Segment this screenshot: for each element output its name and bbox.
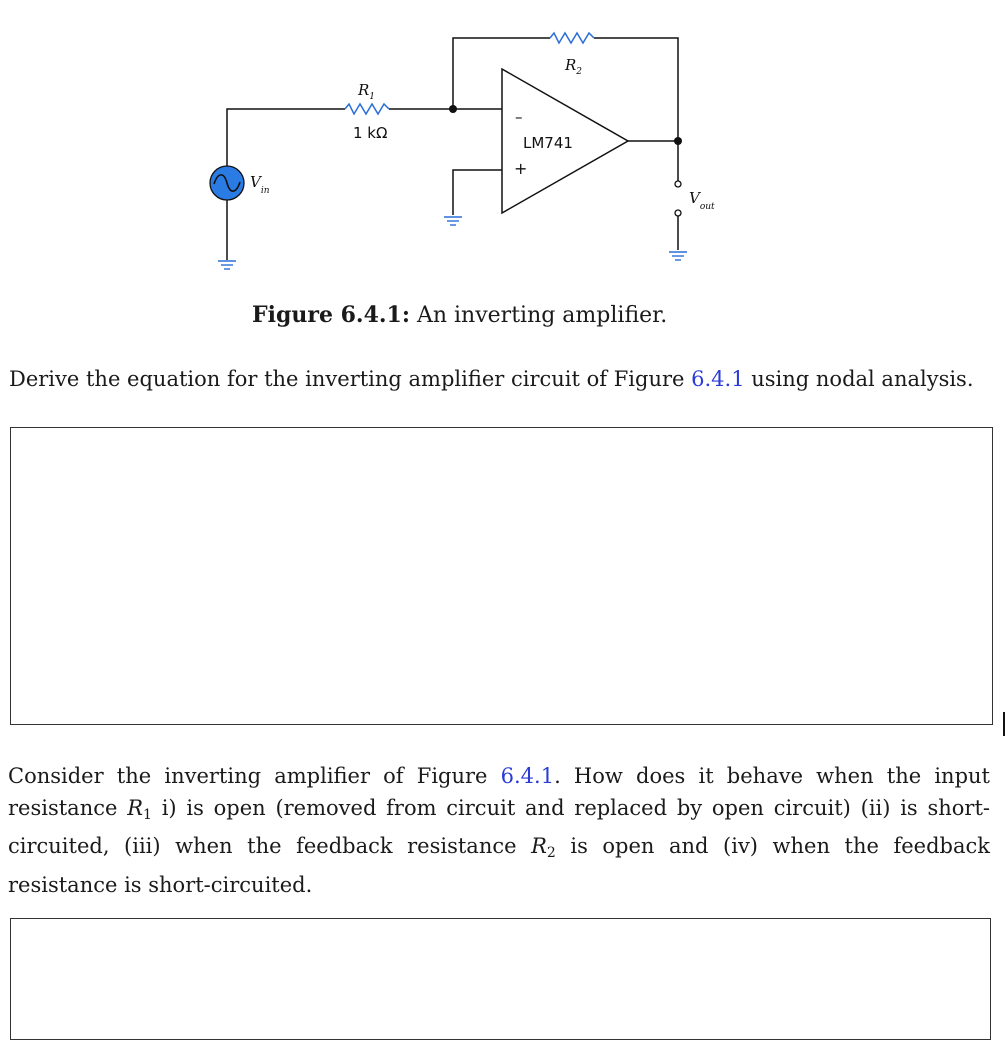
vout-sub: out — [699, 202, 715, 212]
output-terminal — [675, 210, 681, 216]
q2-text-4: is open and (iv) when the feedback resistance is short-circuited. — [8, 834, 990, 897]
r1-symbol-letter: R — [127, 795, 143, 820]
figure-caption — [252, 302, 667, 328]
junction-dot — [449, 105, 457, 113]
ground-icon — [444, 217, 462, 225]
question-2 — [8, 761, 990, 901]
figure-ref-link[interactable]: 6.4.1 — [691, 367, 745, 391]
r2-symbol-sub: 2 — [546, 845, 556, 861]
input-wire — [227, 109, 345, 166]
svg-text:Vout — [689, 189, 715, 212]
junction-dot — [674, 137, 682, 145]
r1-value: 1 kΩ — [353, 124, 388, 142]
question-1 — [9, 364, 974, 396]
output-terminal — [675, 181, 681, 187]
inverting-input-sign: – — [515, 108, 523, 126]
r1-label: R — [358, 81, 370, 99]
svg-text:R2 — [564, 56, 582, 77]
ground-icon — [218, 261, 236, 269]
answer-box-1[interactable] — [10, 427, 993, 725]
r2-label: R — [565, 56, 577, 74]
q2-text-3: i) is open (removed from circuit and replaced by open circuit) (ii) is short-circuited, (iii) when the feedback resistance — [8, 795, 990, 858]
r2-symbol-letter: R — [531, 834, 547, 858]
opamp-label: LM741 — [523, 134, 573, 152]
q1-text-after: using nodal analysis. — [744, 367, 974, 391]
svg-text:Vin — [250, 173, 270, 196]
vin-sub: in — [260, 186, 270, 196]
text-cursor — [1003, 712, 1005, 736]
r2-symbol — [531, 834, 556, 861]
r2-sub: 2 — [576, 67, 583, 77]
caption-text: An inverting amplifier. — [416, 303, 668, 328]
r2-resistor — [550, 33, 594, 43]
figure-ref-link[interactable]: 6.4.1 — [500, 764, 555, 788]
noninverting-input-sign: + — [514, 159, 528, 178]
q2-text-2: . How does it behave when the input resistance — [8, 764, 990, 820]
vin-label: V — [250, 173, 261, 191]
inverting-amplifier-circuit — [0, 0, 1006, 300]
r1-symbol — [127, 795, 152, 823]
answer-box-2[interactable] — [10, 918, 991, 1040]
r1-symbol-sub: 1 — [143, 806, 152, 823]
ground-icon — [669, 252, 687, 260]
vout-label: V — [689, 189, 700, 207]
r1-sub: 1 — [369, 92, 376, 102]
r1-resistor — [345, 104, 389, 114]
q1-text-before: Derive the equation for the inverting amplifier circuit of Figure — [9, 367, 692, 391]
svg-text:R1 — [357, 81, 375, 102]
caption-label: Figure 6.4.1: — [252, 302, 410, 328]
q2-text-1: Consider the inverting amplifier of Figure — [8, 764, 501, 788]
